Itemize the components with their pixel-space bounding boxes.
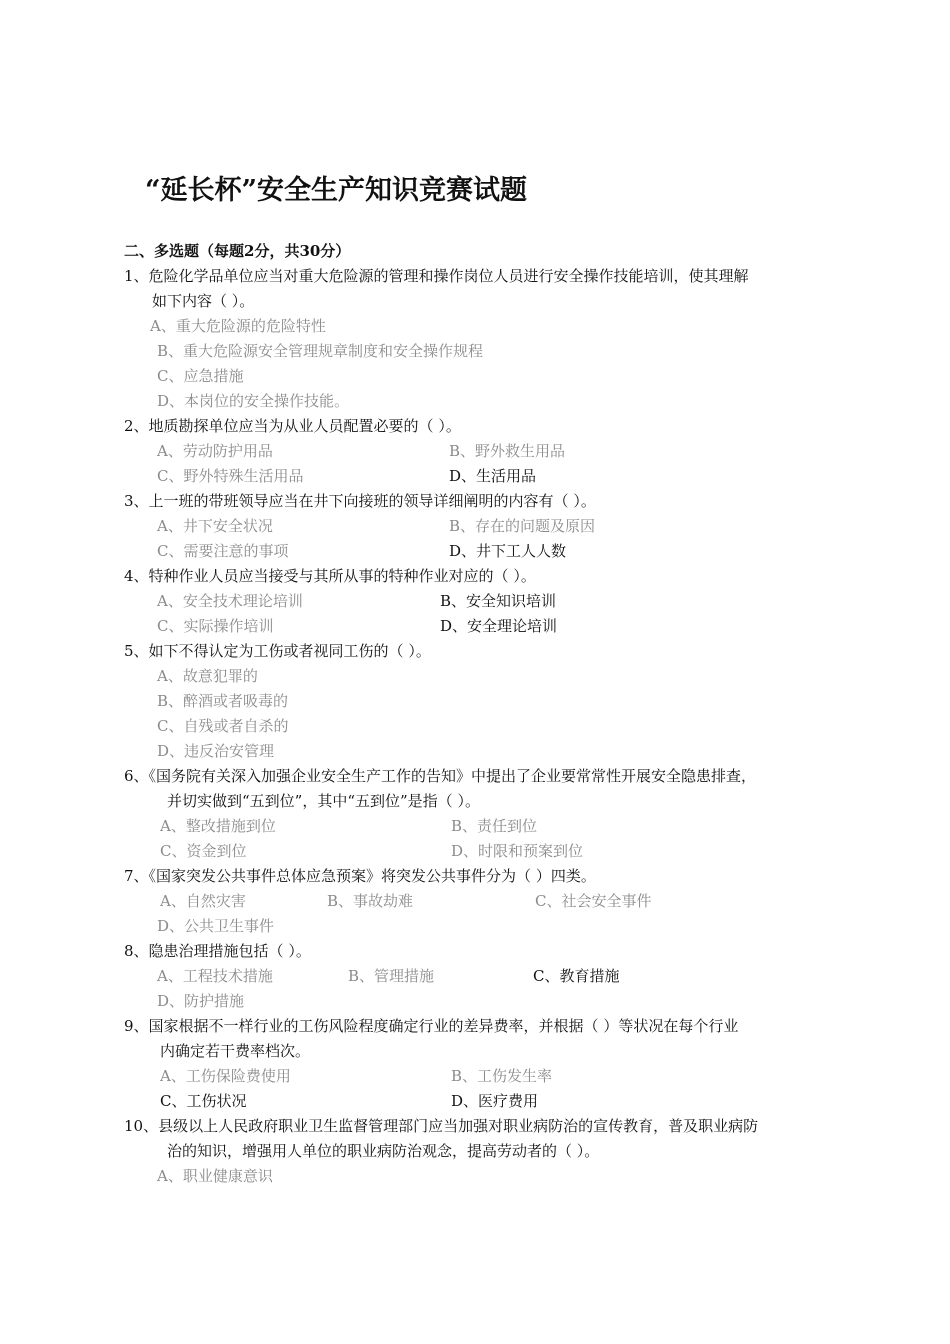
question-7-option-b: B、事故劫难	[327, 892, 414, 910]
question-4-option-d: D、安全理论培训	[440, 617, 558, 635]
question-5-option-c: C、自残或者自杀的	[157, 717, 289, 735]
question-6-text-cont: 并切实做到“五到位”，其中“五到位”是指（ ）。	[167, 792, 480, 810]
question-6-text: 6、《国务院有关深入加强企业安全生产工作的告知》中提出了企业要常常性开展安全隐患排查，	[124, 767, 757, 785]
section-heading: 二、多选题（每题2分，共30分）	[124, 242, 351, 260]
question-1-text: 1、危险化学品单位应当对重大危险源的管理和操作岗位人员进行安全操作技能培训，使其理解	[124, 267, 749, 285]
question-8-option-a: A、工程技术措施	[157, 967, 273, 985]
question-6-option-d: D、时限和预案到位	[451, 842, 584, 860]
question-4-option-a: A、安全技术理论培训	[157, 592, 303, 610]
question-4-text: 4、特种作业人员应当接受与其所从事的特种作业对应的（ ）。	[124, 567, 536, 585]
question-10-text: 10、县级以上人民政府职业卫生监督管理部门应当加强对职业病防治的宣传教育，普及职业病防	[124, 1117, 759, 1135]
question-1-option-b: B、重大危险源安全管理规章制度和安全操作规程	[157, 342, 484, 360]
question-8-option-b: B、管理措施	[348, 967, 435, 985]
question-9-text: 9、国家根据不一样行业的工伤风险程度确定行业的差异费率，并根据（ ）等状况在每个行业	[124, 1017, 739, 1035]
question-8-option-c: C、教育措施	[533, 967, 620, 985]
question-2-option-c: C、野外特殊生活用品	[157, 467, 304, 485]
question-3-option-a: A、井下安全状况	[157, 517, 273, 535]
question-5-option-d: D、违反治安管理	[157, 742, 275, 760]
question-2-option-d: D、生活用品	[449, 467, 537, 485]
question-8-option-d: D、防护措施	[157, 992, 245, 1010]
question-7-option-c: C、社会安全事件	[535, 892, 652, 910]
question-10-text-cont: 治的知识，增强用人单位的职业病防治观念，提高劳动者的（ ）。	[167, 1142, 600, 1160]
question-6-option-b: B、责任到位	[451, 817, 538, 835]
question-7-option-a: A、自然灾害	[160, 892, 246, 910]
question-1-text-cont: 如下内容（ ）。	[152, 292, 255, 310]
question-7-option-d: D、公共卫生事件	[157, 917, 275, 935]
question-5-text: 5、如下不得认定为工伤或者视同工伤的（ ）。	[124, 642, 431, 660]
question-2-option-a: A、劳动防护用品	[157, 442, 273, 460]
question-1-option-c: C、应急措施	[157, 367, 244, 385]
question-2-option-b: B、野外救生用品	[449, 442, 566, 460]
question-8-text: 8、隐患治理措施包括（ ）。	[124, 942, 311, 960]
question-3-text: 3、上一班的带班领导应当在井下向接班的领导详细阐明的内容有（ ）。	[124, 492, 596, 510]
question-1-option-a: A、重大危险源的危险特性	[150, 317, 326, 335]
question-1-option-d: D、本岗位的安全操作技能。	[157, 392, 350, 410]
question-3-option-c: C、需要注意的事项	[157, 542, 289, 560]
question-2-text: 2、地质勘探单位应当为从业人员配置必要的（ ）。	[124, 417, 461, 435]
question-9-option-b: B、工伤发生率	[451, 1067, 553, 1085]
question-9-option-d: D、医疗费用	[451, 1092, 539, 1110]
question-4-option-c: C、实际操作培训	[157, 617, 274, 635]
question-10-option-a: A、职业健康意识	[157, 1167, 273, 1185]
question-9-option-a: A、工伤保险费使用	[160, 1067, 291, 1085]
question-6-option-a: A、整改措施到位	[160, 817, 276, 835]
document-title: “延长杯”安全生产知识竞赛试题	[145, 175, 528, 206]
question-3-option-b: B、存在的问题及原因	[449, 517, 596, 535]
question-4-option-b: B、安全知识培训	[440, 592, 557, 610]
question-7-text: 7、《国家突发公共事件总体应急预案》将突发公共事件分为（ ）四类。	[124, 867, 596, 885]
question-6-option-c: C、资金到位	[160, 842, 247, 860]
question-5-option-b: B、醉酒或者吸毒的	[157, 692, 289, 710]
question-9-text-cont: 内确定若干费率档次。	[160, 1042, 311, 1060]
question-5-option-a: A、故意犯罪的	[157, 667, 258, 685]
question-9-option-c: C、工伤状况	[160, 1092, 247, 1110]
question-3-option-d: D、井下工人人数	[449, 542, 567, 560]
